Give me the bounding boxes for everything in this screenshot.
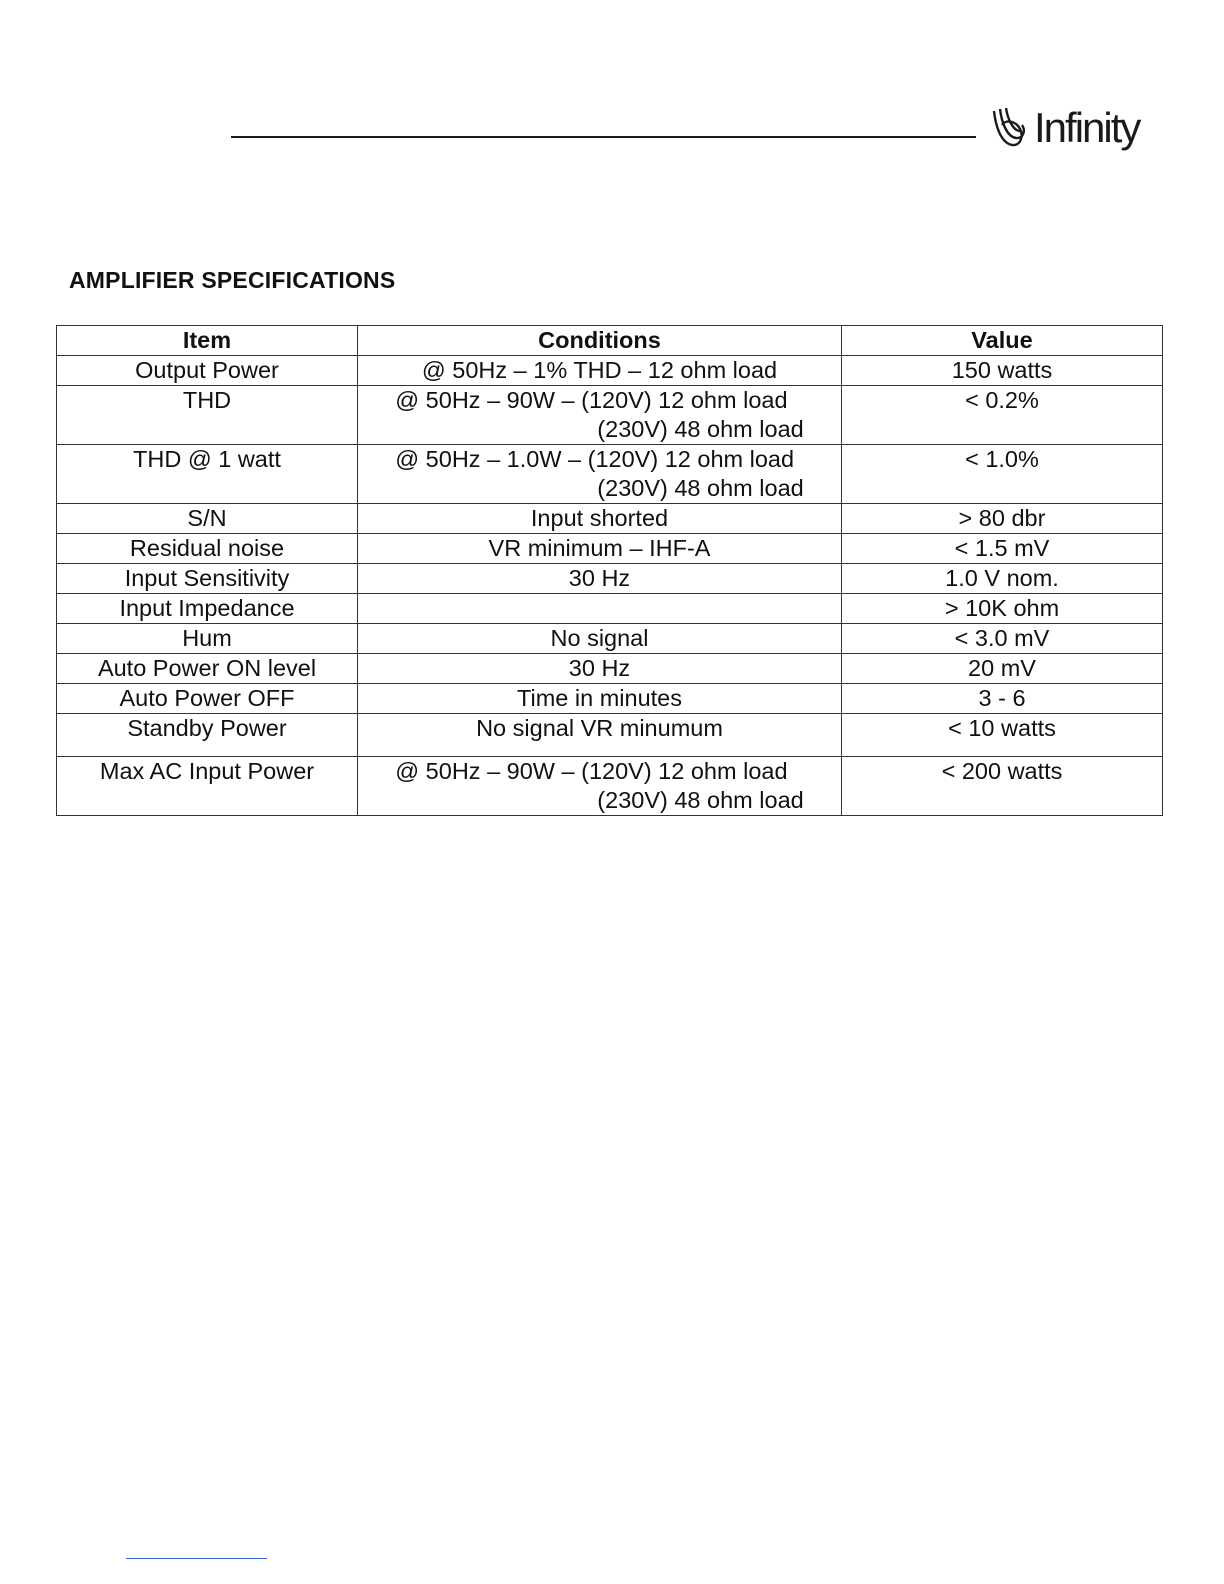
table-row [57,684,1163,714]
cell-conditions: No signal VR minumum [358,714,842,757]
column-header-value: Value [842,326,1163,356]
column-header-item: Item [57,326,358,356]
cell-value: < 200 watts [842,757,1163,816]
cell-conditions [358,594,842,624]
cell-conditions [358,386,842,445]
cell-conditions: 30 Hz [358,564,842,594]
section-title: AMPLIFIER SPECIFICATIONS [69,267,396,293]
table-row [57,654,1163,684]
conditions-line: (230V) 48 ohm load [597,787,804,813]
cell-conditions: VR minimum – IHF-A [358,534,842,564]
table-row [57,386,1163,445]
cell-conditions: No signal [358,624,842,654]
cell-value: < 0.2% [842,386,1163,445]
cell-value: 150 watts [842,356,1163,386]
specifications-table [56,325,1163,816]
cell-item: Auto Power ON level [57,654,358,684]
conditions-line: @ 50Hz – 90W – (120V) 12 ohm load [395,758,788,784]
cell-conditions: @ 50Hz – 1% THD – 12 ohm load [358,356,842,386]
cell-item: Input Sensitivity [57,564,358,594]
table-row [57,624,1163,654]
brand-logo [990,102,1139,154]
cell-value: > 10K ohm [842,594,1163,624]
cell-conditions [358,445,842,504]
cell-item: Auto Power OFF [57,684,358,714]
table-header-row [57,326,1163,356]
conditions-line: @ 50Hz – 1.0W – (120V) 12 ohm load [395,446,795,472]
cell-value: 20 mV [842,654,1163,684]
cell-value: 3 - 6 [842,684,1163,714]
header-rule [231,136,976,138]
cell-conditions [358,757,842,816]
cell-conditions: Input shorted [358,504,842,534]
footer-link-underline[interactable] [126,1558,267,1559]
table-row [57,757,1163,816]
table-row [57,564,1163,594]
cell-item: S/N [57,504,358,534]
cell-item: THD [57,386,358,445]
cell-value: < 10 watts [842,714,1163,757]
infinity-swirl-icon [990,105,1032,151]
cell-item: Standby Power [57,714,358,757]
cell-item: Max AC Input Power [57,757,358,816]
cell-value: < 1.5 mV [842,534,1163,564]
cell-item: Residual noise [57,534,358,564]
cell-value: < 1.0% [842,445,1163,504]
column-header-conditions: Conditions [358,326,842,356]
cell-value: < 3.0 mV [842,624,1163,654]
conditions-line: @ 50Hz – 90W – (120V) 12 ohm load [395,387,788,413]
cell-item: Input Impedance [57,594,358,624]
brand-name: Infinity [1034,104,1140,151]
cell-conditions: 30 Hz [358,654,842,684]
cell-item: Output Power [57,356,358,386]
cell-value: 1.0 V nom. [842,564,1163,594]
table-row [57,594,1163,624]
table-row [57,356,1163,386]
table-row [57,534,1163,564]
cell-conditions: Time in minutes [358,684,842,714]
table-row [57,714,1163,757]
conditions-line: (230V) 48 ohm load [597,475,804,501]
table-row [57,445,1163,504]
cell-value: > 80 dbr [842,504,1163,534]
cell-item: Hum [57,624,358,654]
table-row [57,504,1163,534]
cell-item: THD @ 1 watt [57,445,358,504]
conditions-line: (230V) 48 ohm load [597,416,804,442]
